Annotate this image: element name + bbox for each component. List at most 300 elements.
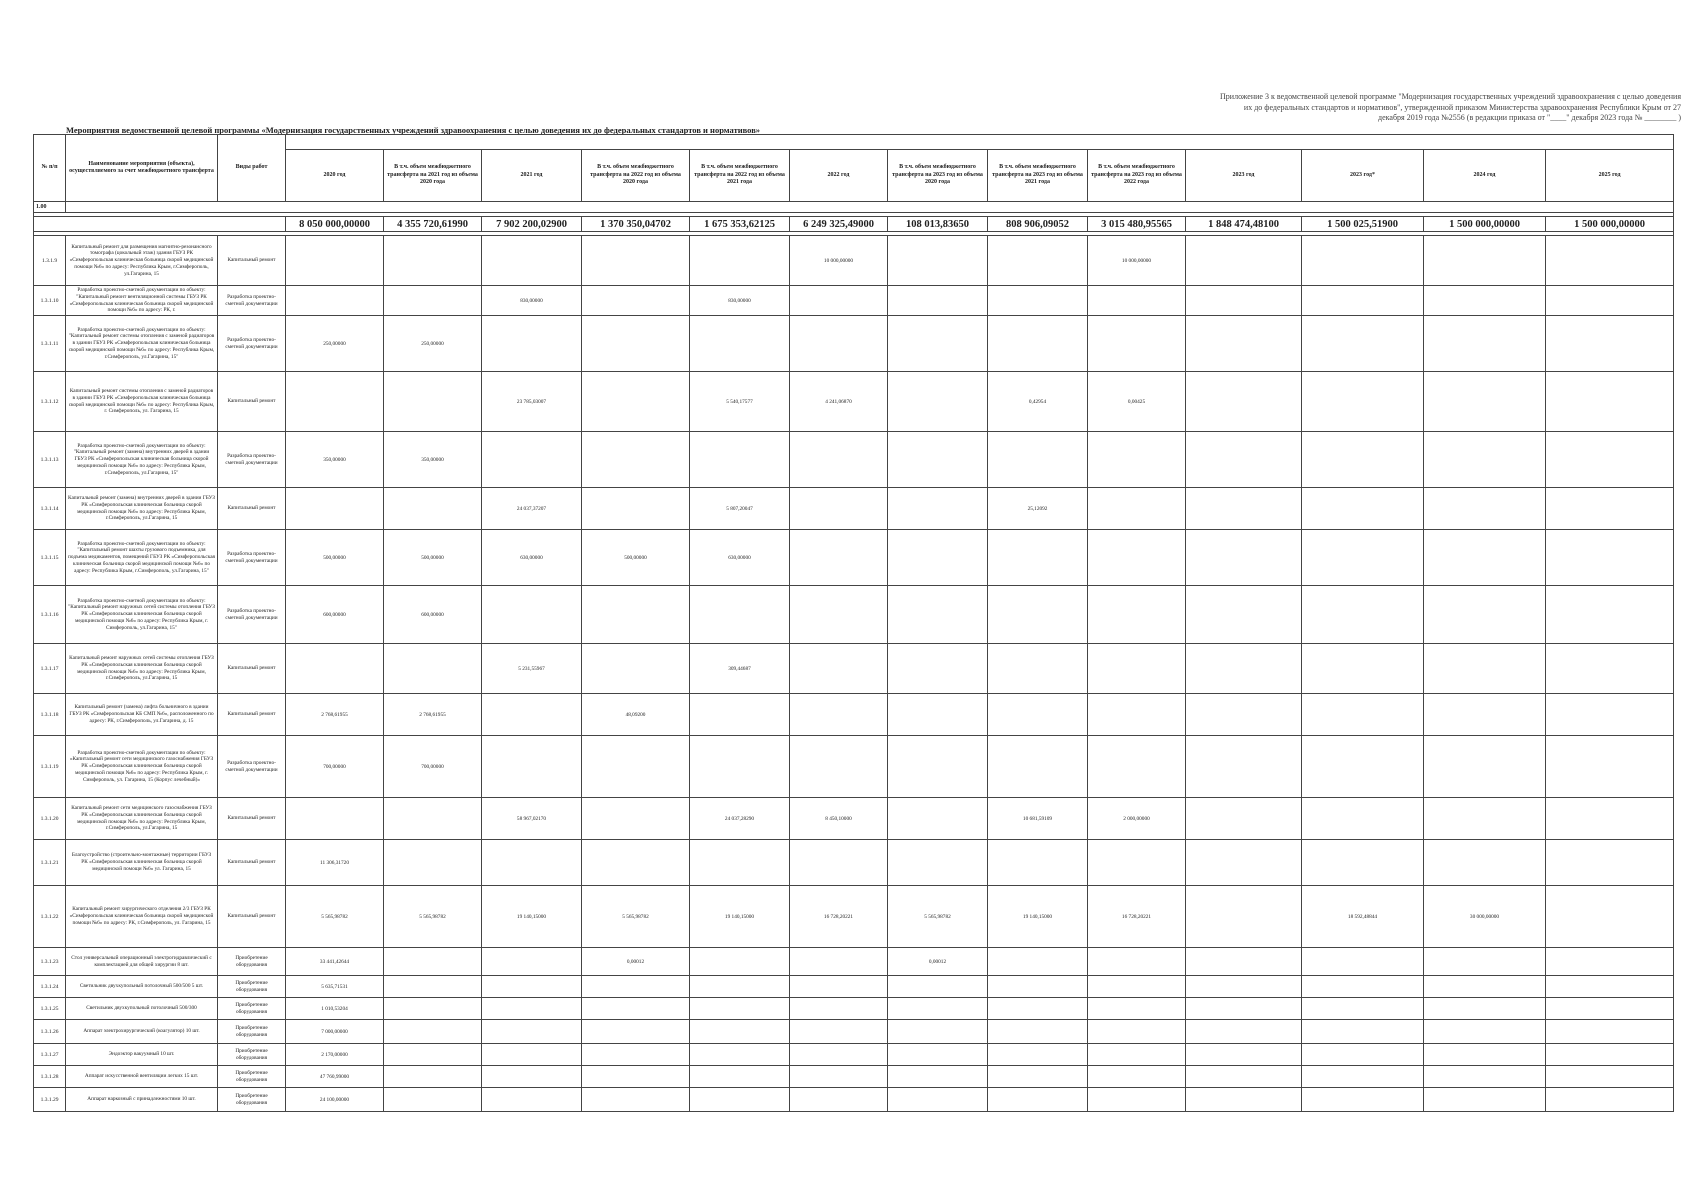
row-value (1302, 798, 1424, 840)
row-value (1088, 1044, 1186, 1066)
row-code: 1.3.1.10 (34, 286, 66, 316)
row-value (1546, 530, 1674, 586)
row-value (1302, 998, 1424, 1020)
table-row (34, 886, 1674, 948)
row-value (582, 372, 690, 432)
total-value: 6 249 325,49000 (790, 217, 888, 232)
row-value (1186, 798, 1302, 840)
row-value (1546, 372, 1674, 432)
table-row (34, 286, 1674, 316)
row-value (582, 586, 690, 644)
row-value (1424, 586, 1546, 644)
total-row (34, 217, 1674, 232)
row-value: 350,00000 (384, 432, 482, 488)
row-value (1302, 840, 1424, 886)
row-value (1302, 432, 1424, 488)
row-value (790, 586, 888, 644)
row-value (1302, 286, 1424, 316)
col-header-name: Наименование мероприятия (объекта), осуществляемого за счет межбюджетного трансферта (66, 135, 218, 202)
table-row (34, 488, 1674, 530)
row-value (1424, 372, 1546, 432)
row-value: 830,00000 (482, 286, 582, 316)
row-value (1546, 798, 1674, 840)
row-work-type: Разработка проектно-сметной документации (218, 316, 286, 372)
row-value (482, 236, 582, 286)
row-value (582, 976, 690, 998)
row-value (690, 998, 790, 1020)
row-code: 1.3.1.13 (34, 432, 66, 488)
col-header-work-type: Виды работ (218, 135, 286, 202)
row-value (888, 530, 988, 586)
row-code: 1.3.1.18 (34, 694, 66, 736)
col-header-2023: 2023 год (1186, 150, 1302, 202)
row-value (1302, 694, 1424, 736)
row-value (888, 798, 988, 840)
row-value (1302, 1088, 1424, 1112)
row-value (1088, 530, 1186, 586)
row-value (1424, 1066, 1546, 1088)
row-value (790, 1020, 888, 1044)
row-value (1088, 1088, 1186, 1112)
row-value (1186, 372, 1302, 432)
row-value (286, 644, 384, 694)
row-value: 19 140,15000 (690, 886, 790, 948)
row-value (384, 1088, 482, 1112)
row-value (888, 286, 988, 316)
row-value (1302, 316, 1424, 372)
row-code: 1.3.1.27 (34, 1044, 66, 1066)
row-value (1546, 1044, 1674, 1066)
row-value (1424, 1044, 1546, 1066)
row-value (286, 286, 384, 316)
row-value (1424, 948, 1546, 976)
row-value: 23 785,03007 (482, 372, 582, 432)
row-value (1088, 316, 1186, 372)
row-value (1186, 1044, 1302, 1066)
row-value (790, 1088, 888, 1112)
total-value: 4 355 720,61990 (384, 217, 482, 232)
row-value (1088, 644, 1186, 694)
row-value (1186, 644, 1302, 694)
row-work-type: Разработка проектно-сметной документации (218, 586, 286, 644)
row-value (1186, 998, 1302, 1020)
row-value (888, 1044, 988, 1066)
row-value: 25,12092 (988, 488, 1088, 530)
row-value (790, 286, 888, 316)
row-work-type: Разработка проектно-сметной документации (218, 286, 286, 316)
row-value: 600,00000 (286, 586, 384, 644)
row-code: 1.3.1.26 (34, 1020, 66, 1044)
row-value (1302, 488, 1424, 530)
row-value (582, 1044, 690, 1066)
row-work-type: Приобретение оборудования (218, 948, 286, 976)
row-value: 24 037,37207 (482, 488, 582, 530)
row-value (1088, 586, 1186, 644)
row-value (790, 432, 888, 488)
appendix-note (1201, 92, 1681, 124)
row-value: 4 241,06870 (790, 372, 888, 432)
row-value (790, 948, 888, 976)
row-value (1302, 236, 1424, 286)
row-value: 2 768,61955 (384, 694, 482, 736)
table-body (34, 202, 1674, 1112)
row-value: 700,00000 (384, 736, 482, 798)
row-name: Капитальный ремонт наружных сетей системы отопления ГБУЗ РК «Симферопольская клиническая больница скорой медицинской помощи №6» по адресу: Республика Крым, г.Симферополь, ул.Гагарина, 15 (66, 644, 218, 694)
col-header-2022: 2022 год (790, 150, 888, 202)
row-value (1186, 432, 1302, 488)
row-value (1186, 1020, 1302, 1044)
row-value (1546, 840, 1674, 886)
col-header-2025: 2025 год (1546, 150, 1674, 202)
row-value (482, 948, 582, 976)
row-value: 5 635,71531 (286, 976, 384, 998)
section-row (34, 202, 1674, 213)
row-value (888, 488, 988, 530)
row-work-type: Капитальный ремонт (218, 798, 286, 840)
row-value (690, 840, 790, 886)
row-value (1088, 948, 1186, 976)
row-value (1186, 286, 1302, 316)
table-row (34, 736, 1674, 798)
row-value: 47 760,99000 (286, 1066, 384, 1088)
table-title: Мероприятия ведомственной целевой программы «Модернизация государственных учреждений здравоохранения с целью доведения их до федеральных стандартов и нормативов» (66, 125, 761, 135)
row-name: Разработка проектно-сметной документации по объекту: "Капитальный ремонт вентиляционной системы ГБУЗ РК «Симферопольская клиническая больница скорой медицинской помощи №6» по адресу: РК, г. (66, 286, 218, 316)
row-value (582, 236, 690, 286)
row-value: 5 231,55967 (482, 644, 582, 694)
row-value: 7 000,00000 (286, 1020, 384, 1044)
row-value (384, 1066, 482, 1088)
row-value: 5 565,98782 (582, 886, 690, 948)
total-label-cell (34, 217, 286, 232)
row-code: 1.3.1.16 (34, 586, 66, 644)
row-value: 830,00000 (690, 286, 790, 316)
row-value (384, 840, 482, 886)
row-value (1186, 948, 1302, 976)
section-code: 1.00 (34, 202, 66, 213)
row-value (1546, 316, 1674, 372)
row-value (1424, 1020, 1546, 1044)
table-row (34, 998, 1674, 1020)
row-value (988, 1020, 1088, 1044)
row-value (1088, 736, 1186, 798)
row-value (988, 998, 1088, 1020)
row-value (988, 236, 1088, 286)
row-value: 16 728,20221 (1088, 886, 1186, 948)
row-name: Эндоэктор вакуумный 10 шт. (66, 1044, 218, 1066)
row-value: 700,00000 (286, 736, 384, 798)
row-value: 0,00425 (1088, 372, 1186, 432)
row-value: 58 967,02170 (482, 798, 582, 840)
row-value (1186, 840, 1302, 886)
row-value (1186, 586, 1302, 644)
row-value (384, 488, 482, 530)
row-value (482, 1066, 582, 1088)
row-value (988, 644, 1088, 694)
row-value (1546, 948, 1674, 976)
row-value: 5 565,98782 (384, 886, 482, 948)
table-row (34, 840, 1674, 886)
row-value (1424, 694, 1546, 736)
row-value (1088, 286, 1186, 316)
row-value (1424, 798, 1546, 840)
row-value (988, 694, 1088, 736)
row-value (482, 586, 582, 644)
row-value: 2 170,00000 (286, 1044, 384, 1066)
measures-table (33, 134, 1674, 1112)
row-value (1302, 530, 1424, 586)
row-value (582, 840, 690, 886)
row-value (1424, 976, 1546, 998)
row-name: Капитальный ремонт для размещения магнитно-резонансного томографа (цокольный этаж) здания ГБУЗ РК «Симферопольская клиническая больница скорой медицинской помощи №6» по адресу: Республика Крым, г.Симферополь, ул.Гагарина, 15 (66, 236, 218, 286)
row-value: 5 565,98782 (888, 886, 988, 948)
row-code: 1.3.1.23 (34, 948, 66, 976)
row-code: 1.3.1.28 (34, 1066, 66, 1088)
row-value (690, 1020, 790, 1044)
row-work-type: Приобретение оборудования (218, 976, 286, 998)
row-value: 600,00000 (384, 586, 482, 644)
row-value (690, 976, 790, 998)
row-value (888, 998, 988, 1020)
row-value: 0,42954 (988, 372, 1088, 432)
row-value (1424, 286, 1546, 316)
row-value (1546, 998, 1674, 1020)
row-name: Капитальный ремонт (замена) внутренних дверей в здании ГБУЗ РК «Симферопольская клиническая больница скорой медицинской помощи №6» по адресу: Республика Крым, г.Симферополь, ул.Гагарина, 15 (66, 488, 218, 530)
row-value (690, 1066, 790, 1088)
row-value (1088, 432, 1186, 488)
row-value (1424, 316, 1546, 372)
row-name: Капитальный ремонт (замена) лифта больничного в здании ГБУЗ РК «Симферопольская КБ СМП №6», расположенного по адресу: РК, г.Симферополь, ул.Гагарина, д. 15 (66, 694, 218, 736)
row-value (1186, 530, 1302, 586)
row-value (1088, 488, 1186, 530)
row-code: 1.3.1.25 (34, 998, 66, 1020)
table-row (34, 1020, 1674, 1044)
header-top-row (34, 135, 1674, 150)
total-value: 108 013,83650 (888, 217, 988, 232)
row-value (1088, 694, 1186, 736)
row-value (790, 1044, 888, 1066)
row-value: 2 000,00000 (1088, 798, 1186, 840)
row-value (1302, 948, 1424, 976)
row-value (286, 236, 384, 286)
row-value (790, 644, 888, 694)
row-name: Капитальный ремонт системы отопления с заменой радиаторов в здании ГБУЗ РК «Симферопольская клиническая больница скорой медицинской помощи №6» по адресу: Республика Крым, г. Симферополь, ул. Гагарина, 15 (66, 372, 218, 432)
row-value (384, 644, 482, 694)
row-value: 630,00000 (482, 530, 582, 586)
row-value (690, 316, 790, 372)
row-value: 1 010,53204 (286, 998, 384, 1020)
row-name: Капитальный ремонт сети медицинского газоснабжения ГБУЗ РК «Симферопольская клиническая больница скорой медицинской помощи №6» по адресу: Республика Крым, г.Симферополь, ул.Гагарина, 15 (66, 798, 218, 840)
row-value (790, 976, 888, 998)
row-value (582, 316, 690, 372)
row-name: Разработка проектно-сметной документации по объекту: "Капитальный ремонт системы отопления с заменой радиаторов в здании ГБУЗ РК «Симферопольская клиническая больница скорой медицинской помощи №6» по адресу: Республика Крым, г.Симферополь, ул.Гагарина, 15" (66, 316, 218, 372)
row-value: 24 037,28290 (690, 798, 790, 840)
row-value (482, 736, 582, 798)
row-value (1546, 644, 1674, 694)
row-work-type: Капитальный ремонт (218, 886, 286, 948)
total-value: 1 500 000,00000 (1424, 217, 1546, 232)
row-value (1546, 1088, 1674, 1112)
row-name: Благоустройство (строительно-монтажные) территории ГБУЗ РК «Симферопольская клиническая больница скорой медицинской помощи №6» ул. Гагарина, 15 (66, 840, 218, 886)
row-value (690, 586, 790, 644)
row-value (1546, 976, 1674, 998)
row-value (482, 1088, 582, 1112)
table-row (34, 432, 1674, 488)
table-row (34, 948, 1674, 976)
row-value (1088, 1020, 1186, 1044)
row-value: 630,00000 (690, 530, 790, 586)
table-row (34, 530, 1674, 586)
row-value (1546, 1066, 1674, 1088)
col-header-2023-from-2022: В т.ч. объем межбюджетного трансферта на 2023 год из объема 2022 года (1088, 150, 1186, 202)
table-row (34, 694, 1674, 736)
row-value (988, 432, 1088, 488)
row-value (1424, 488, 1546, 530)
row-value (690, 694, 790, 736)
table-row (34, 1088, 1674, 1112)
row-value (690, 1044, 790, 1066)
row-value: 500,00000 (582, 530, 690, 586)
appendix-line: Приложение 3 к ведомственной целевой программе "Модернизация государственных учреждений здравоохранения с целью доведения (1220, 92, 1681, 101)
row-work-type: Приобретение оборудования (218, 1020, 286, 1044)
row-value (690, 432, 790, 488)
row-value: 0,00012 (582, 948, 690, 976)
row-value (888, 976, 988, 998)
row-work-type: Приобретение оборудования (218, 1088, 286, 1112)
row-value: 24 100,00000 (286, 1088, 384, 1112)
row-value (988, 586, 1088, 644)
row-value (482, 998, 582, 1020)
row-value (690, 736, 790, 798)
row-value (888, 432, 988, 488)
row-work-type: Разработка проектно-сметной документации (218, 432, 286, 488)
col-header-2024: 2024 год (1424, 150, 1546, 202)
row-value (790, 840, 888, 886)
row-value (482, 316, 582, 372)
col-header-number: № п/п (34, 135, 66, 202)
row-value (888, 694, 988, 736)
row-value (384, 236, 482, 286)
row-work-type: Капитальный ремонт (218, 694, 286, 736)
row-value (286, 798, 384, 840)
row-value (582, 644, 690, 694)
row-value (582, 286, 690, 316)
row-value (1302, 372, 1424, 432)
row-value (482, 1044, 582, 1066)
col-header-2021-from-2020: В т.ч. объем межбюджетного трансферта на 2021 год из объема 2020 года (384, 150, 482, 202)
row-value (482, 694, 582, 736)
row-value (790, 316, 888, 372)
row-value (384, 372, 482, 432)
row-value (790, 694, 888, 736)
row-value (1546, 886, 1674, 948)
row-value (790, 488, 888, 530)
table-row (34, 1066, 1674, 1088)
row-value (988, 316, 1088, 372)
row-value: 11 306,31720 (286, 840, 384, 886)
row-code: 1.3.1.11 (34, 316, 66, 372)
row-value (888, 840, 988, 886)
row-value (1424, 530, 1546, 586)
row-value (988, 286, 1088, 316)
col-header-2022-from-2020: В т.ч. объем межбюджетного трансферта на 2022 год из объема 2020 года (582, 150, 690, 202)
table-row (34, 586, 1674, 644)
row-value: 33 441,42644 (286, 948, 384, 976)
row-value (888, 316, 988, 372)
row-name: Разработка проектно-сметной документации по объекту: "Капитальный ремонт наружных сетей системы отопления ГБУЗ РК «Симферопольская клиническая больница скорой медицинской помощи №6» по адресу: Республика Крым, г. Симферополь, ул.Гагарина, 15" (66, 586, 218, 644)
row-value (1302, 1066, 1424, 1088)
row-code: 1.3.1.9 (34, 236, 66, 286)
total-value: 3 015 480,95565 (1088, 217, 1186, 232)
col-header-2023-star: 2023 год* (1302, 150, 1424, 202)
total-value: 1 500 000,00000 (1546, 217, 1674, 232)
row-work-type: Капитальный ремонт (218, 488, 286, 530)
row-value: 10 000,00000 (790, 236, 888, 286)
row-name: Светильник двухкупольный потолочный 500/300 (66, 998, 218, 1020)
row-value (384, 1020, 482, 1044)
row-value (1186, 736, 1302, 798)
row-value: 5 565,98782 (286, 886, 384, 948)
row-name: Аппарат электрохирургический (коагулятор) 10 шт. (66, 1020, 218, 1044)
row-value (384, 948, 482, 976)
row-value: 19 140,15000 (988, 886, 1088, 948)
row-value (888, 236, 988, 286)
table-row (34, 976, 1674, 998)
row-value (384, 998, 482, 1020)
row-value (1302, 1044, 1424, 1066)
col-header-2023-from-2020: В т.ч. объем межбюджетного трансферта на 2023 год из объема 2020 года (888, 150, 988, 202)
col-header-2022-from-2021: В т.ч. объем межбюджетного трансферта на 2022 год из объема 2021 года (690, 150, 790, 202)
row-value: 0,00012 (888, 948, 988, 976)
row-value (482, 976, 582, 998)
row-value (1424, 1088, 1546, 1112)
table-row (34, 372, 1674, 432)
row-code: 1.3.1.15 (34, 530, 66, 586)
total-value: 1 848 474,48100 (1186, 217, 1302, 232)
row-value (1302, 736, 1424, 798)
row-value (1546, 1020, 1674, 1044)
col-header-2023-from-2021: В т.ч. объем межбюджетного трансферта на 2023 год из объема 2021 года (988, 150, 1088, 202)
row-name: Аппарат искусственной вентиляции легких 15 шт. (66, 1066, 218, 1088)
row-name: Разработка проектно-сметной документации по объекту: "Капитальный ремонт шахты грузового подъемника, для подъема медикаментов, помещений ГБУЗ РК «Симферопольская клиническая больница скорой медицинской помощи №6» по адресу: Республика Крым, г.Симферополь, ул.Гагарина, 15" (66, 530, 218, 586)
appendix-line: декабря 2019 года №2556 (в редакции приказа от "____" декабря 2023 года № ________ ) (1378, 113, 1681, 122)
row-value (1546, 236, 1674, 286)
row-work-type: Капитальный ремонт (218, 236, 286, 286)
row-value: 2 768,61955 (286, 694, 384, 736)
row-value (1088, 998, 1186, 1020)
row-value (888, 736, 988, 798)
row-name: Капитальный ремонт хирургического отделения 2/3 ГБУЗ РК «Симферопольская клиническая больница скорой медицинской помощи №6» по адресу: РК, г.Симферополь, ул. Гагарина, 15 (66, 886, 218, 948)
total-value: 8 050 000,00000 (286, 217, 384, 232)
row-value (1424, 736, 1546, 798)
row-value: 5 807,20047 (690, 488, 790, 530)
total-value: 808 906,09052 (988, 217, 1088, 232)
row-value (582, 1066, 690, 1088)
total-value: 1 500 025,51900 (1302, 217, 1424, 232)
table-row (34, 798, 1674, 840)
row-value: 500,00000 (286, 530, 384, 586)
row-value: 500,00000 (384, 530, 482, 586)
appendix-line: их до федеральных стандартов и нормативов", утвержденной приказом Министерства здравоохранения Республики Крым от 27 (1243, 102, 1681, 112)
row-value: 250,00000 (384, 316, 482, 372)
row-value (1186, 1088, 1302, 1112)
row-value (988, 1088, 1088, 1112)
row-value: 10 681,59109 (988, 798, 1088, 840)
row-value (384, 798, 482, 840)
row-value: 8 450,10000 (790, 798, 888, 840)
row-value: 18 592,48844 (1302, 886, 1424, 948)
section-spacer (66, 202, 1674, 213)
row-value: 309,44687 (690, 644, 790, 694)
